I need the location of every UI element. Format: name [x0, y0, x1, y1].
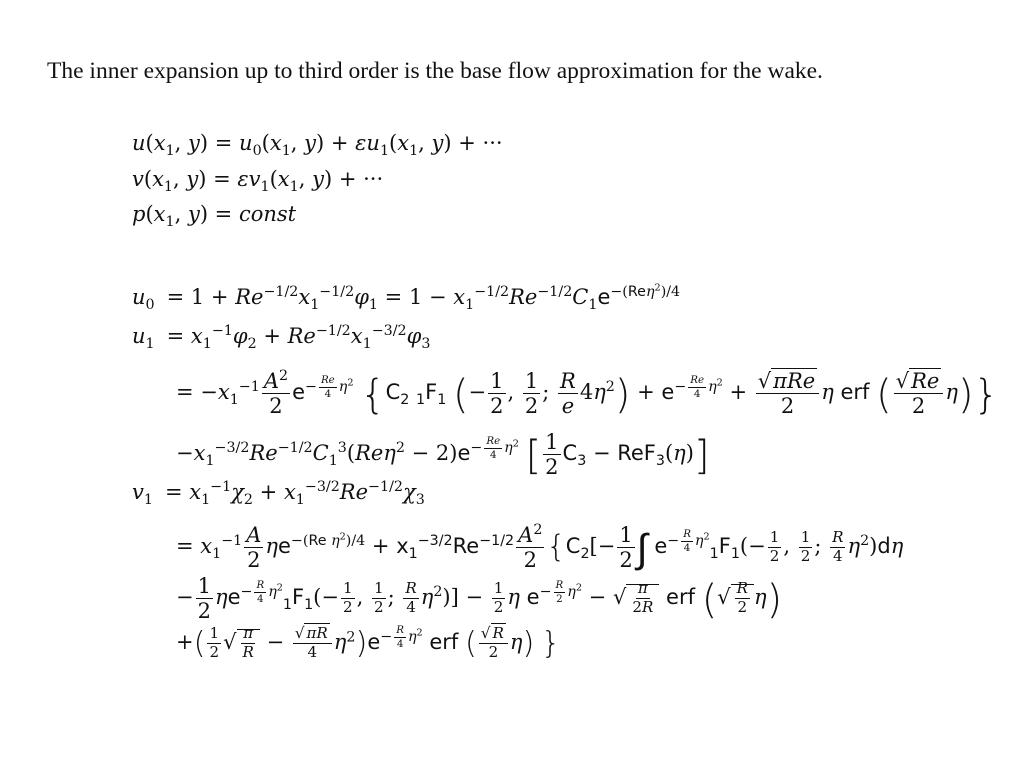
equation-u1-line2: = $-x_1^{-1}$ $\frac{A^2}{2}$ $e^{- \frac{Re}{4} \eta^2}$ {$C_2$ $_1F_1$ (− $\frac{1}{2}$ , $\frac{1}{2}$ ; $\frac{R}{e}$ $4\eta^2) + e^{- \frac{Re}{4} \eta^2}$ + $\frac{\text{√πRe}}{2}$ η erf ( $\frac{√Re}{2}$ η)}	[176, 368, 999, 419]
slide-title: The inner expansion up to third order is the base flow approximation for the wake.	[47, 58, 823, 84]
equation-u0: $u_0 = 1 + Re^{-1/2}x_1^{-1/2}\varphi_1 = 1 - x_1^{-1/2}Re^{-1/2}C_1e^{-(Re\eta^2)/4}$	[132, 282, 681, 313]
equation-u-def: $u(x_1$, $y) = u_0(x_1$, $y) + \varepsilon u_1(x_1$, y) + ···	[132, 131, 503, 159]
equation-v1-line4: +( $\frac{1}{2}$ √ $\frac{\pi}{R}$ − $\frac{√ \pi R}{4}$ $\eta^2)e^{- \frac{R}{4} \eta^2}$ erf ( $\frac{√ R}{2}$ η) }	[176, 624, 561, 662]
equation-v1-line2: = $x_1^{-1}$ $\frac{A}{2}$ $\eta e^{-(Re \eta^2)/4} + x_1^{-3/2}Re^{-1/2}$ $\frac{A^2}{2}$ {$C_2[-$ $\frac{1}{2}$ ∫ $e^{- \frac{R}{4} \eta^2}_1F_1(-$ $\frac{1}{2}$ , $\frac{1}{2}$ ; $\frac{R}{4}$ $\eta^2)d\eta$	[176, 522, 904, 573]
equation-v1-line3: − $\frac{1}{2}$ $\eta e^{- \frac{R}{4} \eta^2}_1F_1(-$ $\frac{1}{2}$ , $\frac{1}{2}$ ; $\frac{R}{4}$ $\eta^2$)] − $\frac{1}{2}$ η $e^{- \frac{R}{2} \eta^2}$ − √ $\frac{\pi}{2R}$ erf (√ $\frac{R}{2}$ η)	[176, 574, 783, 624]
equation-v1-line1: $v_1 = x_1^{-1}\chi_2 + x_1^{-3/2}Re^{-1/2}\chi_3$	[132, 479, 425, 508]
equation-v-def: $v(x_1$, $y) = \varepsilon v_1(x_1$, y) + ···	[132, 167, 384, 195]
equation-p-def: $p(x_1$, y) = const	[132, 202, 297, 230]
equation-u1-line3: $-x_1^{-3/2}Re^{-1/2}C_1^3(Re\eta^2 - 2)e^{- \frac{Re}{4} \eta^2}$ [ $\frac{1}{2}$ $C_3 - ReF_3(\eta)$]	[176, 430, 710, 480]
equation-u1-line1: $u_1 = x_1^{-1}\varphi_2 + Re^{-1/2}x_1^{-3/2}\varphi_3$	[132, 323, 431, 352]
